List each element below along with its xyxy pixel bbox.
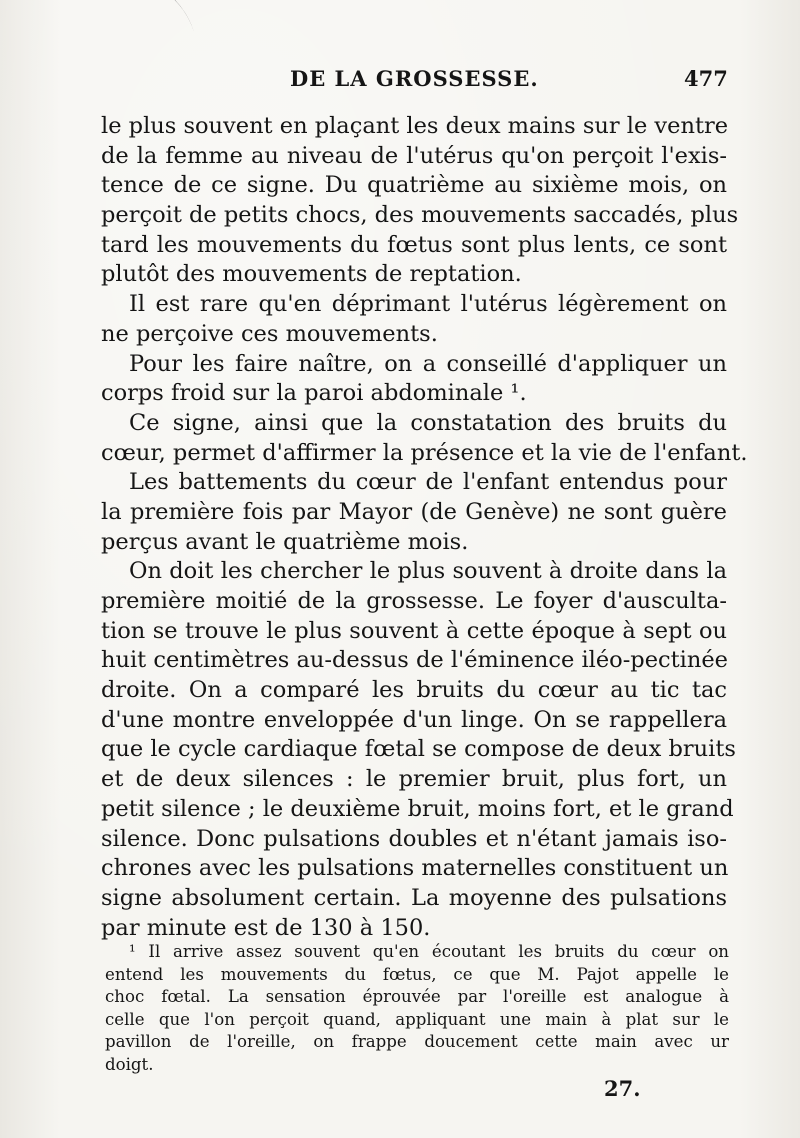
text-line: Ce signe, ainsi que la constatation des bruits du xyxy=(129,409,727,436)
text-line: corps froid sur la paroi abdominale ¹. xyxy=(101,380,527,407)
text-line: cœur, permet d'affirmer la présence et la vie de l'enfant. xyxy=(101,439,748,466)
text-line: Il est rare qu'en déprimant l'utérus légèrement on xyxy=(129,291,727,318)
text-line: la première fois par Mayor (de Genève) ne sont guère xyxy=(101,498,727,525)
text-line: plutôt des mouvements de reptation. xyxy=(101,261,522,288)
text-line: d'une montre enveloppée d'un linge. On se rappellera xyxy=(101,706,727,733)
text-line: On doit les chercher le plus souvent à droite dans la xyxy=(129,558,727,585)
footnote-line: doigt. xyxy=(105,1054,154,1074)
text-line: chrones avec les pulsations maternelles constituent un xyxy=(101,855,729,882)
footnote-line: choc fœtal. La sensation éprouvée par l'oreille est analogue à xyxy=(105,987,729,1007)
text-line: droite. On a comparé les bruits du cœur au tic tac xyxy=(101,677,727,704)
text-line: perçoit de petits chocs, des mouvements saccadés, plus xyxy=(101,202,739,229)
footnote-line: pavillon de l'oreille, on frappe doucement cette main avec ur xyxy=(105,1032,729,1052)
text-line: Les battements du cœur de l'enfant entendus pour xyxy=(129,469,727,496)
main-text xyxy=(101,112,748,943)
text-line: Pour les faire naître, on a conseillé d'appliquer un xyxy=(129,350,727,377)
running-head: DE LA GROSSESSE. xyxy=(290,66,539,91)
text-line: tard les mouvements du fœtus sont plus lents, ce sont xyxy=(101,231,727,258)
text-line: huit centimètres au-dessus de l'éminence iléo-pectinée xyxy=(101,647,728,674)
footnote-line: celle que l'on perçoit quand, appliquant une main à plat sur le xyxy=(105,1009,729,1029)
text-line: et de deux silences : le premier bruit, plus fort, un xyxy=(101,766,727,793)
text-line: que le cycle cardiaque fœtal se compose de deux bruits xyxy=(101,736,736,763)
text-line: première moitié de la grossesse. Le foyer d'ausculta- xyxy=(101,588,727,614)
text-line: perçus avant le quatrième mois. xyxy=(101,528,469,555)
text-line: petit silence ; le deuxième bruit, moins fort, et le grand xyxy=(101,795,734,822)
text-line: signe absolument certain. La moyenne des pulsations xyxy=(101,884,727,911)
text-line: par minute est de 130 à 150. xyxy=(101,914,431,941)
text-line: le plus souvent en plaçant les deux mains sur le ventre xyxy=(101,113,729,139)
signature-mark: 27. xyxy=(604,1076,641,1101)
text-line: de la femme au niveau de l'utérus qu'on perçoit l'exis- xyxy=(101,142,727,169)
footnote-line: entend les mouvements du fœtus, ce que M. Pajot appelle le xyxy=(105,964,729,984)
page-number: 477 xyxy=(684,66,728,91)
text-line: tence de ce signe. Du quatrième au sixième mois, on xyxy=(101,172,727,199)
text-line: tion se trouve le plus souvent à cette époque à sept ou xyxy=(101,617,727,644)
footnote-line: ¹ Il arrive assez souvent qu'en écoutant les bruits du cœur on xyxy=(129,942,729,961)
text-line: silence. Donc pulsations doubles et n'étant jamais iso- xyxy=(101,825,727,852)
text-line: ne perçoive ces mouvements. xyxy=(101,320,438,347)
footnote-block xyxy=(105,941,729,1077)
